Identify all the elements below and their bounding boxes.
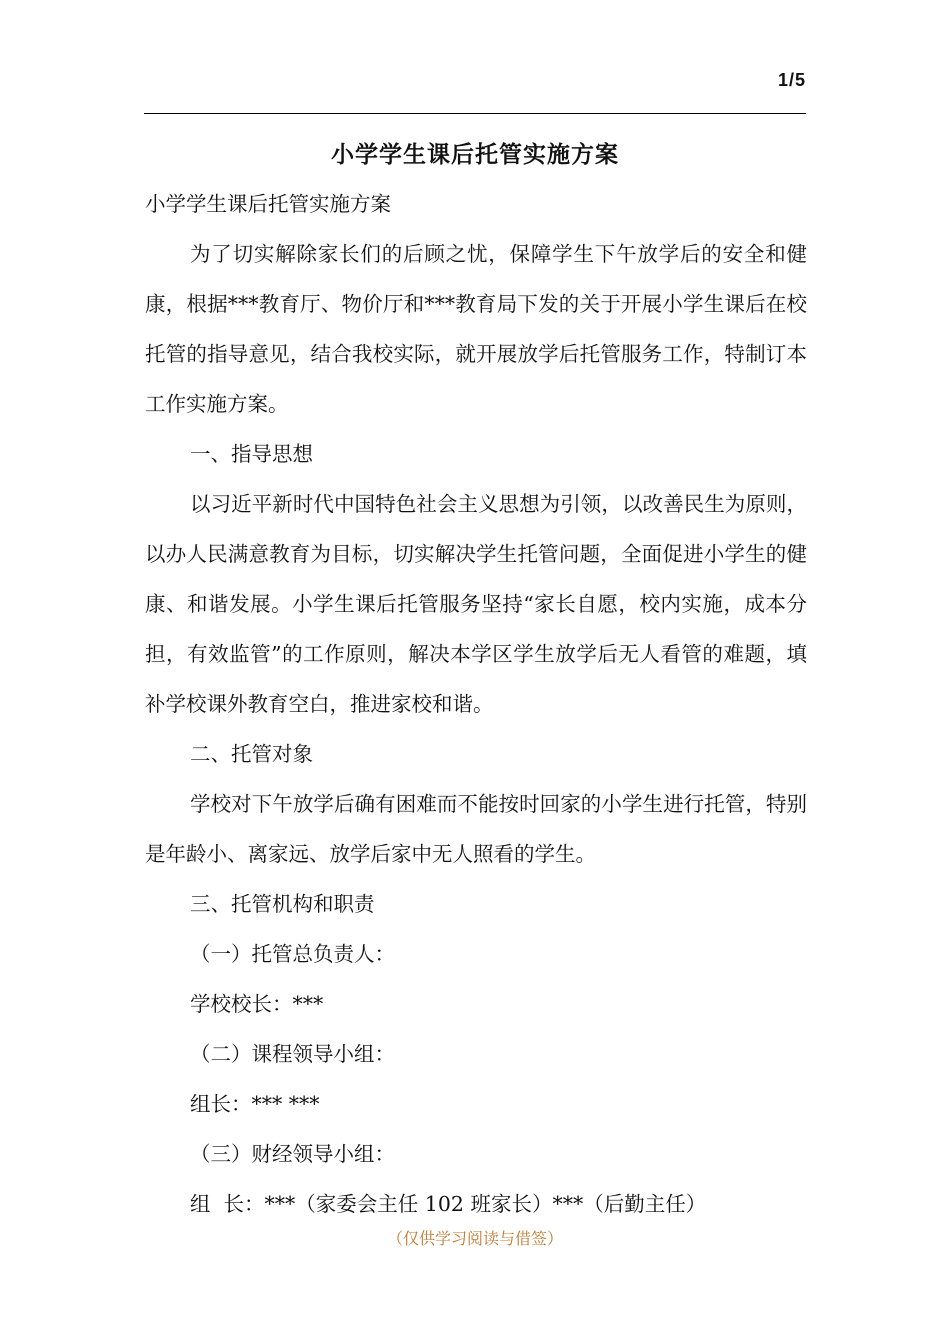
- section-heading-guiding-thought: 一、指导思想: [190, 442, 313, 466]
- subsection-heading-curriculum: （二）课程领导小组：: [190, 1042, 395, 1066]
- section-heading-organization: 三、托管机构和职责: [190, 892, 375, 916]
- curriculum-leader-line: 组长：*** ***: [190, 1092, 320, 1116]
- subsection-heading-finance: （三）财经领导小组：: [190, 1142, 395, 1166]
- document-title: 小学学生课后托管实施方案: [331, 141, 619, 168]
- subsection-heading-chief: （一）托管总负责人：: [190, 942, 395, 966]
- guiding-thought-paragraph: 以习近平新时代中国特色社会主义思想为引领，以改善民生为原则，以办人民满意教育为目标，切实解决学生托管问题，全面促进小学生的健康、和谐发展。小学生课后托管服务坚持“家长自愿，校内实施，成本分担，有效监管”的工作原则，解决本学区学生放学后无人看管的难题，填补学校课外教育空白，推进家校和谐。: [145, 492, 807, 716]
- header-divider: [144, 113, 806, 114]
- intro-paragraph: 为了切实解除家长们的后顾之忧，保障学生下午放学后的安全和健康，根据***教育厅、物价厅和***教育局下发的关于开展小学生课后在校托管的指导意见，结合我校实际，就开展放学后托管服务工作，特制订本工作实施方案。: [145, 242, 807, 416]
- chief-line: 学校校长：***: [190, 992, 324, 1016]
- section-heading-care-target: 二、托管对象: [190, 742, 313, 766]
- footer-note: （仅供学习阅读与借签）: [386, 1229, 563, 1248]
- page-number: 1/5: [777, 70, 806, 90]
- document-body: [145, 179, 807, 1229]
- care-target-paragraph: 学校对下午放学后确有困难而不能按时回家的小学生进行托管，特别是年龄小、离家远、放学后家中无人照看的学生。: [145, 792, 807, 866]
- finance-leader-line: 组 长：***（家委会主任 102 班家长）***（后勤主任）: [190, 1192, 707, 1216]
- document-subtitle: 小学学生课后托管实施方案: [145, 192, 391, 216]
